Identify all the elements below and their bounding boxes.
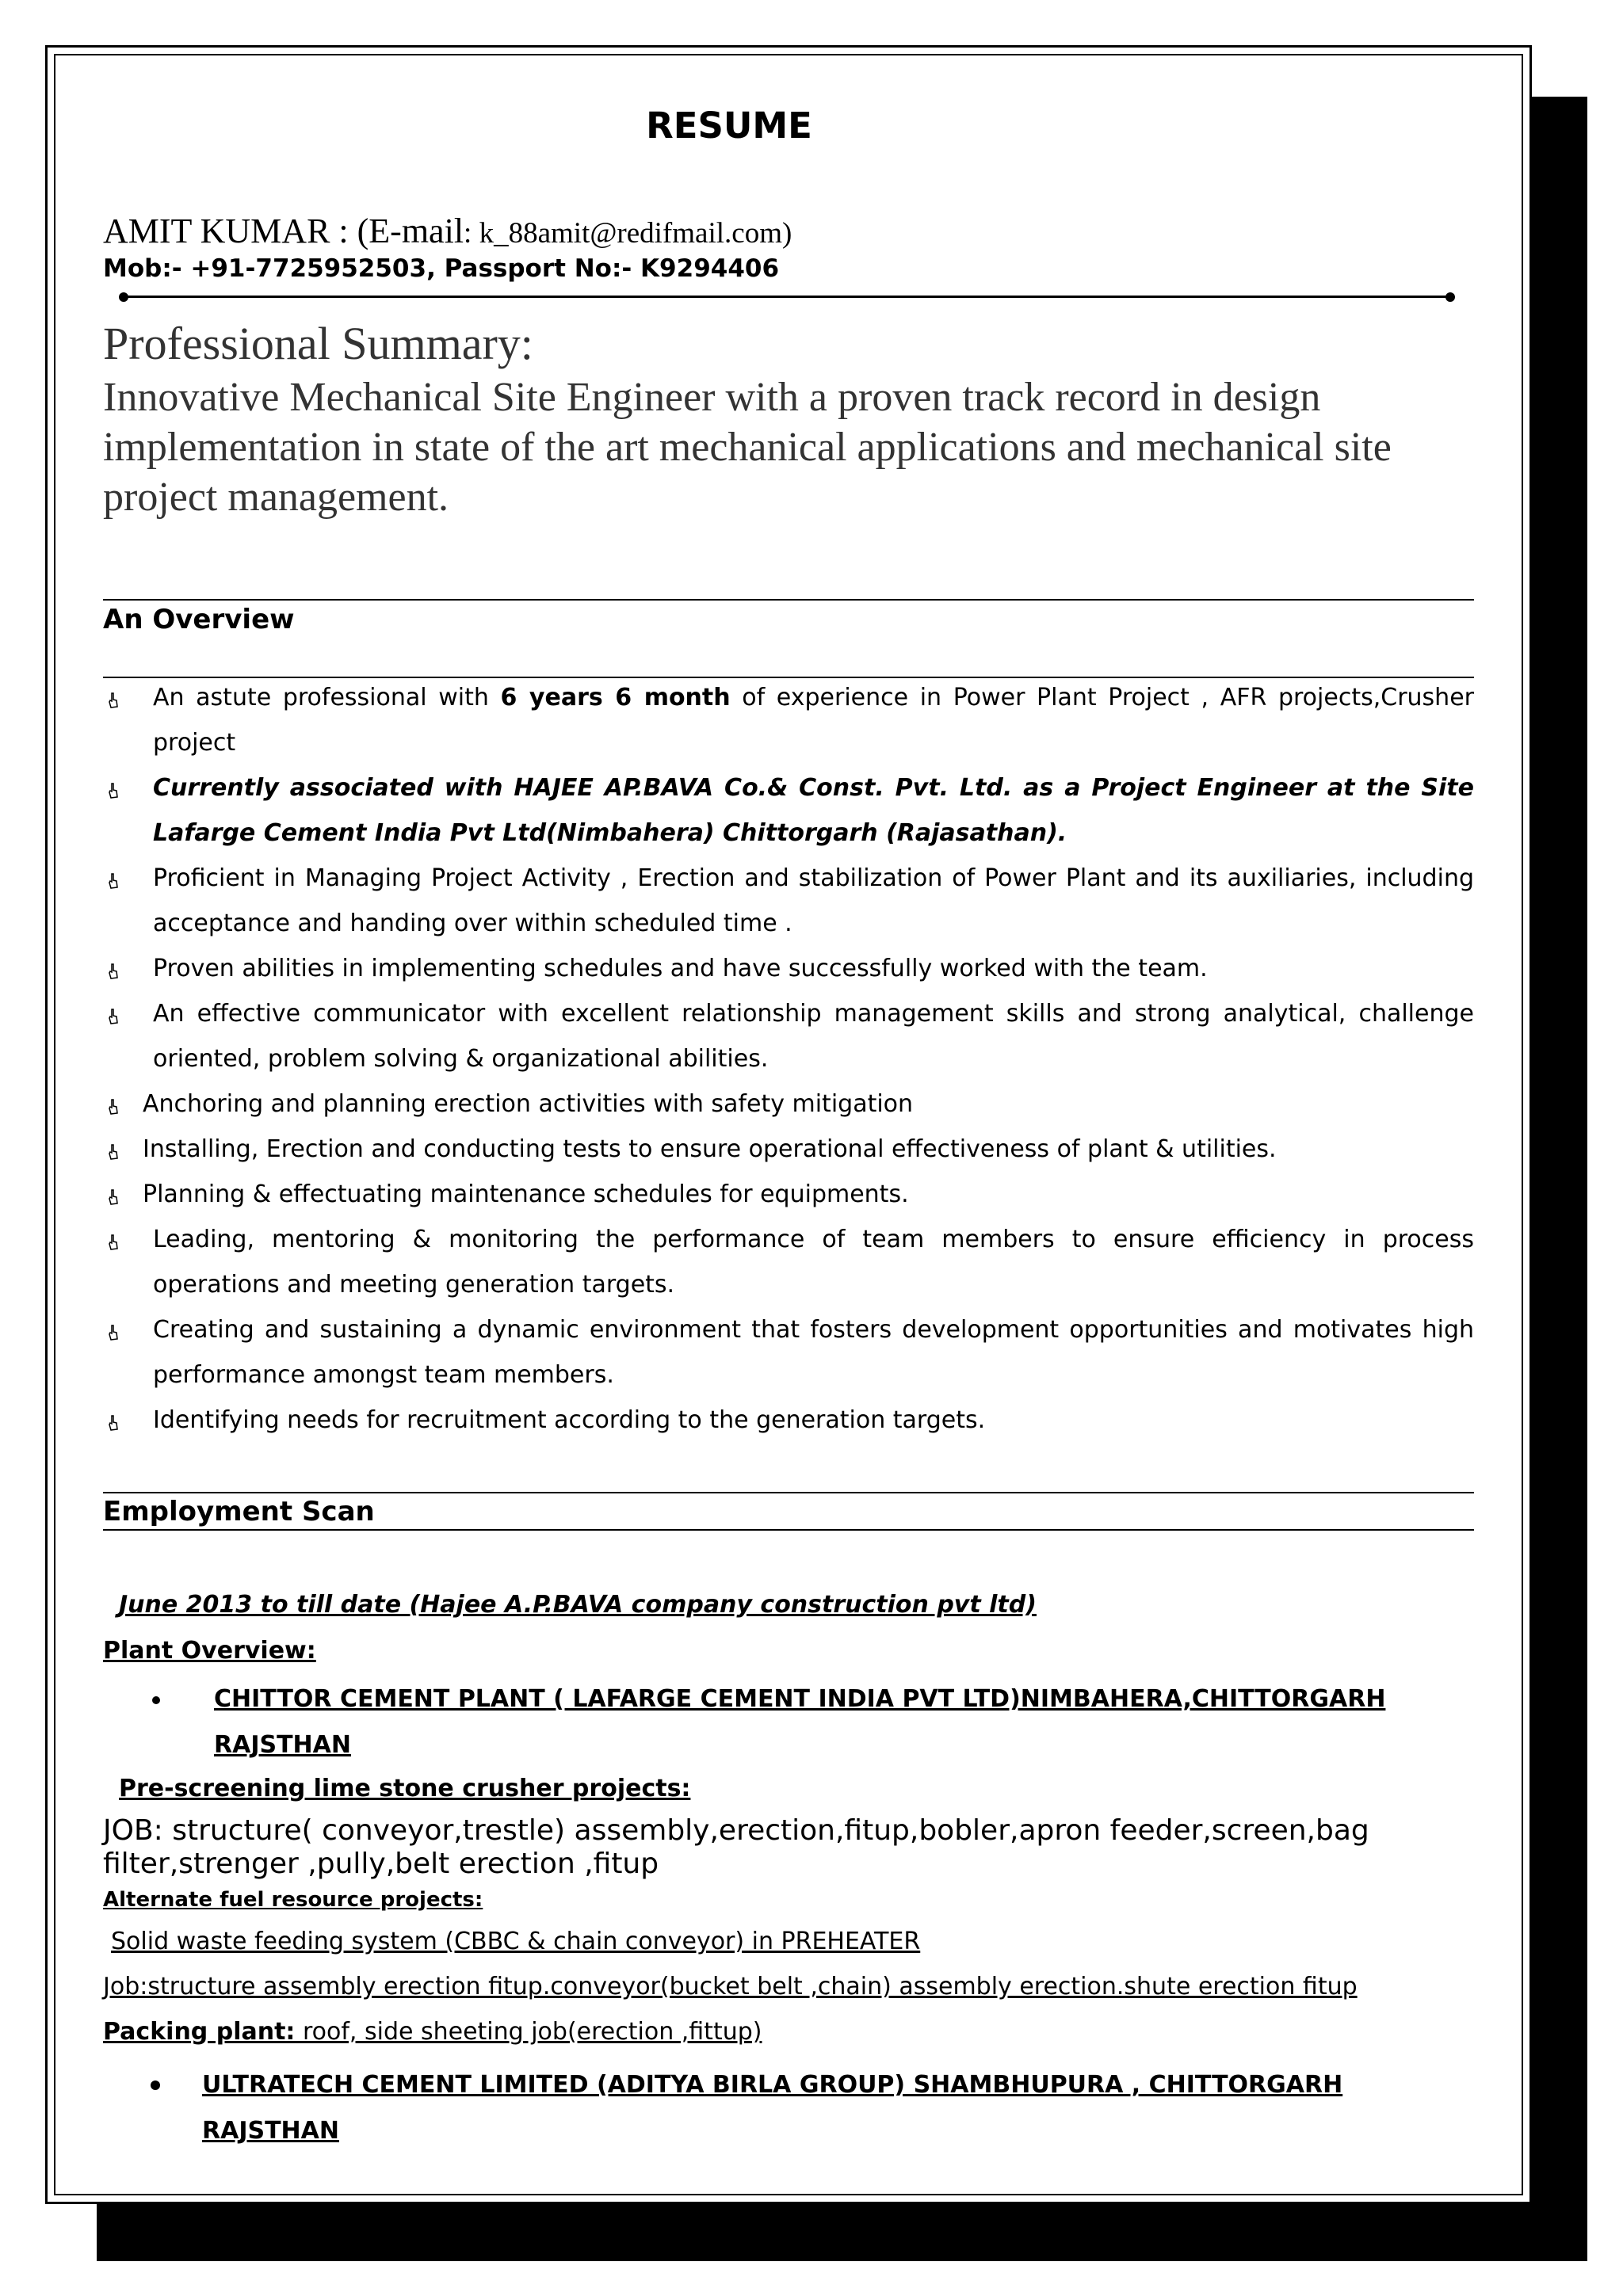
plant-2-name: ULTRATECH CEMENT LIMITED (ADITYA BIRLA GROUP) SHAMBHUPURA , CHITTORGARH RAJSTHAN bbox=[202, 2071, 1343, 2145]
list-item bbox=[103, 991, 1474, 1081]
list-item bbox=[103, 675, 1474, 765]
list-item bbox=[103, 1217, 1474, 1307]
page-shadow-bottom bbox=[97, 2204, 1587, 2261]
employment-period: June 2013 to till date (Hajee A.P.BAVA company construction pvt ltd) bbox=[119, 1591, 1037, 1619]
prescreening-heading: Pre-screening lime stone crusher projects: bbox=[119, 1775, 691, 1802]
pointing-hand-icon bbox=[108, 1099, 119, 1115]
list-item bbox=[103, 765, 1474, 856]
solid-waste-line: Solid waste feeding system (CBBC & chain conveyor) in PREHEATER bbox=[111, 1928, 921, 1955]
summary-text: Innovative Mechanical Site Engineer with a proven track record in design implementation in state of the art mechanical applications and mechanical site project management. bbox=[103, 375, 1392, 520]
pointing-hand-icon bbox=[108, 963, 119, 979]
overview-item-text: Identifying needs for recruitment according to the generation targets. bbox=[153, 1406, 986, 1434]
pointing-hand-icon bbox=[108, 1144, 119, 1160]
overview-item-text: Installing, Erection and conducting tests to ensure operational effectiveness of plant & utilities. bbox=[143, 1135, 1277, 1163]
overview-list bbox=[103, 675, 1474, 1443]
overview-item-text: Proven abilities in implementing schedules and have successfully worked with the team. bbox=[153, 955, 1208, 982]
email-address: : k_88amit@redifmail.com) bbox=[464, 217, 792, 250]
name-email-line bbox=[103, 211, 792, 251]
afr-job-description: Job:structure assembly erection fitup.conveyor(bucket belt ,chain) assembly erection.shute erection fitup bbox=[103, 1973, 1358, 2000]
current-position: Currently associated with HAJEE AP.BAVA Co.& Const. Pvt. Ltd. as a Project Engineer at the Site Lafarge Cement India Pvt Ltd(Nimbahera) Chittorgarh (Rajasathan). bbox=[153, 774, 1474, 847]
overview-item-text: An effective communicator with excellent relationship management skills and strong analytical, challenge oriented, problem solving & organizational abilities. bbox=[153, 1000, 1474, 1073]
list-item bbox=[103, 1172, 1474, 1217]
list-item bbox=[103, 946, 1474, 991]
pointing-hand-icon bbox=[108, 1325, 119, 1341]
overview-heading: An Overview bbox=[103, 604, 295, 635]
overview-item-text: Creating and sustaining a dynamic environment that fosters development opportunities and motivates high performance amongst team members. bbox=[153, 1316, 1474, 1389]
list-item bbox=[103, 1398, 1474, 1443]
overview-item-pre: An astute professional with bbox=[153, 684, 501, 711]
overview-item-text: Leading, mentoring & monitoring the performance of team members to ensure efficiency in process operations and meeting generation targets. bbox=[153, 1226, 1474, 1299]
plant-overview-label: Plant Overview: bbox=[103, 1637, 316, 1665]
document-title: RESUME bbox=[646, 105, 812, 147]
pointing-hand-icon bbox=[108, 783, 119, 799]
afr-heading: Alternate fuel resource projects: bbox=[103, 1888, 483, 1912]
packing-plant-label: Packing plant: bbox=[103, 2018, 296, 2046]
page-shadow-right bbox=[1532, 97, 1587, 2261]
pointing-hand-icon bbox=[108, 692, 119, 708]
overview-rule-top bbox=[103, 599, 1474, 601]
summary-heading: Professional Summary: bbox=[103, 318, 533, 369]
overview-item-post: of experience in Power Plant Project , AFR projects,Crusher project bbox=[153, 684, 1474, 757]
list-item bbox=[103, 1081, 1474, 1127]
packing-plant-line bbox=[103, 2018, 762, 2046]
employment-heading: Employment Scan bbox=[103, 1496, 375, 1527]
divider-dot-left bbox=[119, 292, 128, 302]
packing-plant-text: roof, side sheeting job(erection ,fittup) bbox=[295, 2018, 762, 2046]
employment-rule-bottom bbox=[103, 1529, 1474, 1531]
list-item bbox=[103, 856, 1474, 946]
pointing-hand-icon bbox=[108, 1234, 119, 1250]
bullet-disc bbox=[151, 2081, 160, 2090]
pointing-hand-icon bbox=[108, 1415, 119, 1431]
candidate-name: AMIT KUMAR : (E-mail bbox=[103, 212, 464, 250]
pointing-hand-icon bbox=[108, 1189, 119, 1205]
plant-1-name: CHITTOR CEMENT PLANT ( LAFARGE CEMENT INDIA PVT LTD)NIMBAHERA,CHITTORGARH RAJSTHAN bbox=[214, 1685, 1386, 1759]
crusher-job-description: JOB: structure( conveyor,trestle) assembly,erection,fitup,bobler,apron feeder,screen,bag filter,strenger ,pully,belt erection ,fitup bbox=[103, 1814, 1369, 1880]
pointing-hand-icon bbox=[108, 873, 119, 889]
contact-line: Mob:- +91-7725952503, Passport No:- K9294406 bbox=[103, 254, 780, 283]
header-divider bbox=[122, 296, 1450, 298]
pointing-hand-icon bbox=[108, 1009, 119, 1024]
overview-item-text: Planning & effectuating maintenance schedules for equipments. bbox=[143, 1180, 909, 1208]
employment-rule-top bbox=[103, 1492, 1474, 1493]
divider-dot-right bbox=[1445, 292, 1455, 302]
list-item bbox=[103, 1307, 1474, 1398]
overview-item-text: Anchoring and planning erection activities with safety mitigation bbox=[143, 1090, 914, 1118]
experience-years: 6 years 6 month bbox=[500, 684, 731, 711]
overview-item-text: Proficient in Managing Project Activity , Erection and stabilization of Power Plant and its auxiliaries, including acceptance and handing over within scheduled time . bbox=[153, 864, 1474, 937]
bullet-disc bbox=[152, 1696, 160, 1704]
list-item bbox=[103, 1127, 1474, 1172]
